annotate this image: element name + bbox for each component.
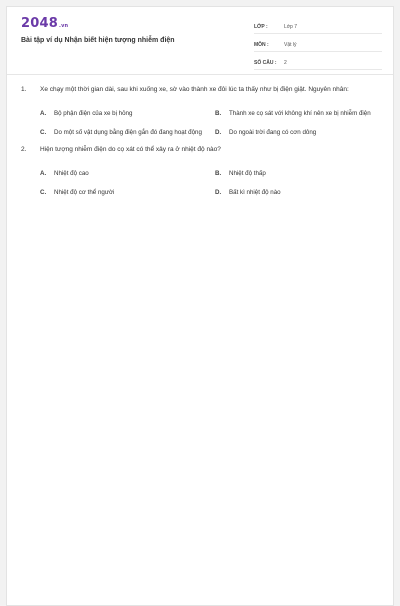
option-letter: C.: [40, 189, 47, 196]
worksheet-title: Bài tập ví dụ Nhận biết hiện tượng nhiễm điện: [21, 37, 175, 44]
answer-option-d[interactable]: [215, 128, 386, 137]
option-letter: D.: [215, 129, 222, 136]
question-stem: [21, 85, 381, 95]
question-number: 2.: [21, 146, 27, 153]
worksheet-meta: [254, 18, 382, 72]
option-text: Bất kì nhiệt độ nào: [229, 189, 281, 196]
option-text: Thành xe cọ sát với không khí nên xe bị nhiễm điện: [229, 110, 371, 117]
option-text: Nhiệt độ cao: [54, 170, 89, 177]
meta-row-question-count: [254, 54, 382, 70]
option-text: Nhiệt độ thấp: [229, 170, 266, 177]
answer-option-c[interactable]: [40, 128, 211, 137]
question-text: Hiện tượng nhiễm điện do cọ xát có thể xảy ra ở nhiệt độ nào?: [40, 146, 221, 153]
site-logo[interactable]: [21, 16, 68, 31]
meta-key: LỚP :: [254, 24, 268, 30]
option-letter: D.: [215, 189, 222, 196]
question-text: Xe chạy một thời gian dài, sau khi xuống xe, sờ vào thành xe đôi lúc ta thấy như bị điện giật. Nguyên nhân:: [40, 86, 349, 93]
logo-suffix: .vn: [58, 23, 69, 29]
meta-key: MÔN :: [254, 42, 269, 48]
option-letter: B.: [215, 110, 222, 117]
answer-option-b[interactable]: [215, 109, 386, 118]
question-1: [21, 85, 381, 137]
option-letter: A.: [40, 110, 47, 117]
question-2: [21, 145, 381, 197]
answer-option-a[interactable]: [40, 169, 211, 178]
header-divider: [7, 74, 393, 75]
option-letter: B.: [215, 170, 222, 177]
answer-option-d[interactable]: [215, 188, 386, 197]
worksheet-page: [6, 6, 394, 606]
answer-options: [40, 109, 381, 137]
question-list: [21, 85, 381, 205]
meta-row-subject: [254, 36, 382, 52]
meta-value: Lớp 7: [284, 24, 298, 30]
meta-key: SỐ CÂU :: [254, 60, 277, 66]
option-text: Do một số vật dụng bằng điện gắn đó đang hoạt động: [54, 129, 202, 136]
option-text: Do ngoài trời đang có cơn dông: [229, 129, 317, 136]
answer-option-c[interactable]: [40, 188, 211, 197]
answer-option-b[interactable]: [215, 169, 386, 178]
question-number: 1.: [21, 86, 27, 93]
option-text: Nhiệt độ cơ thể người: [54, 189, 115, 196]
logo-main-text: 2048: [21, 16, 58, 31]
meta-value: 2: [284, 60, 287, 66]
answer-options: [40, 169, 381, 197]
option-letter: A.: [40, 170, 47, 177]
answer-option-a[interactable]: [40, 109, 211, 118]
worksheet-header: [7, 7, 393, 77]
option-text: Bộ phận điện của xe bị hỏng: [54, 110, 133, 117]
question-stem: [21, 145, 381, 155]
meta-value: Vật lý: [284, 42, 297, 48]
meta-row-class: [254, 18, 382, 34]
option-letter: C.: [40, 129, 47, 136]
